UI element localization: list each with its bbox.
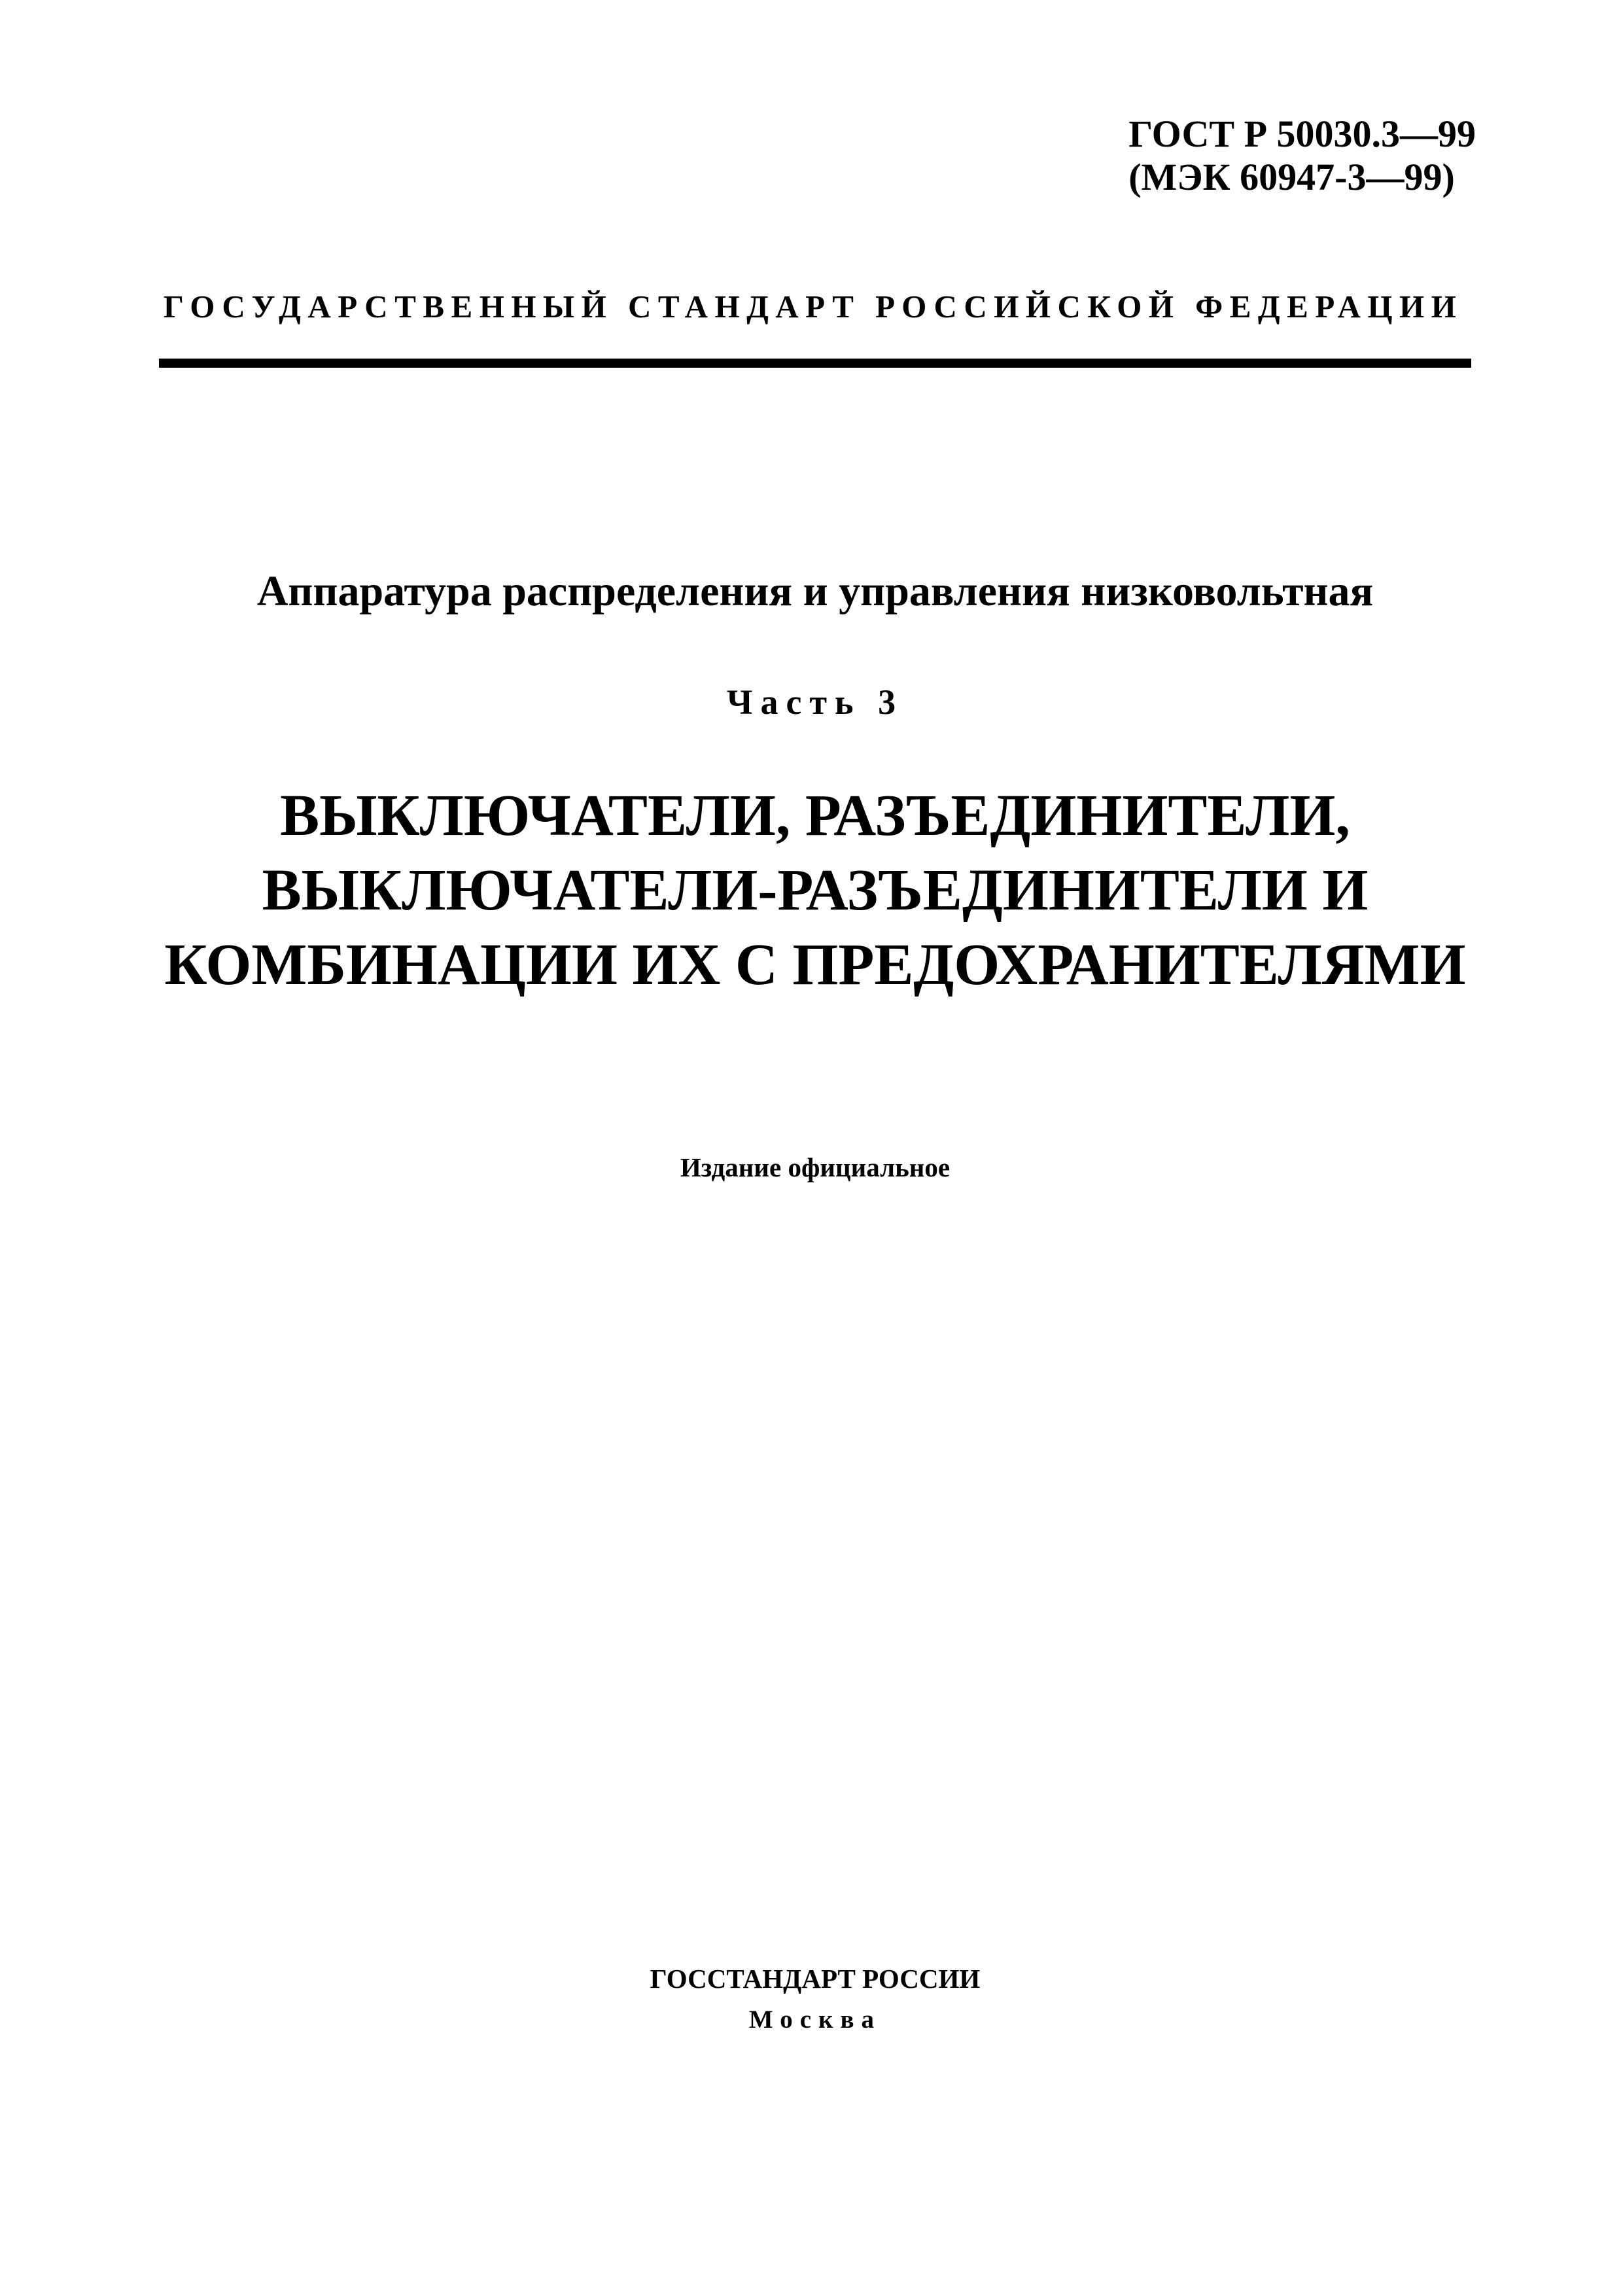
state-standard-heading: ГОСУДАРСТВЕННЫЙ СТАНДАРТ РОССИЙСКОЙ ФЕДЕРАЦИИ	[163, 289, 1463, 325]
standard-number: ГОСТ Р 50030.3—99	[1128, 113, 1476, 155]
series-title: Аппаратура распределения и управления низковольтная	[256, 567, 1374, 615]
publisher-name: ГОССТАНДАРТ РОССИИ	[650, 1964, 981, 1994]
horizontal-rule	[159, 359, 1471, 368]
main-title-line: ВЫКЛЮЧАТЕЛИ, РАЗЪЕДИНИТЕЛИ,	[280, 783, 1350, 848]
document-code	[1128, 113, 1476, 199]
edition-note: Издание официальное	[680, 1152, 951, 1182]
main-title-line: ВЫКЛЮЧАТЕЛИ-РАЗЪЕДИНИТЕЛИ И	[262, 858, 1369, 923]
publisher-city: Москва	[748, 2005, 882, 2034]
main-title	[159, 779, 1471, 1002]
main-title-line: КОМБИНАЦИИ ИХ С ПРЕДОХРАНИТЕЛЯМИ	[164, 932, 1466, 997]
iec-reference: (МЭК 60947-3—99)	[1128, 156, 1455, 198]
part-label: Часть 3	[726, 682, 904, 722]
